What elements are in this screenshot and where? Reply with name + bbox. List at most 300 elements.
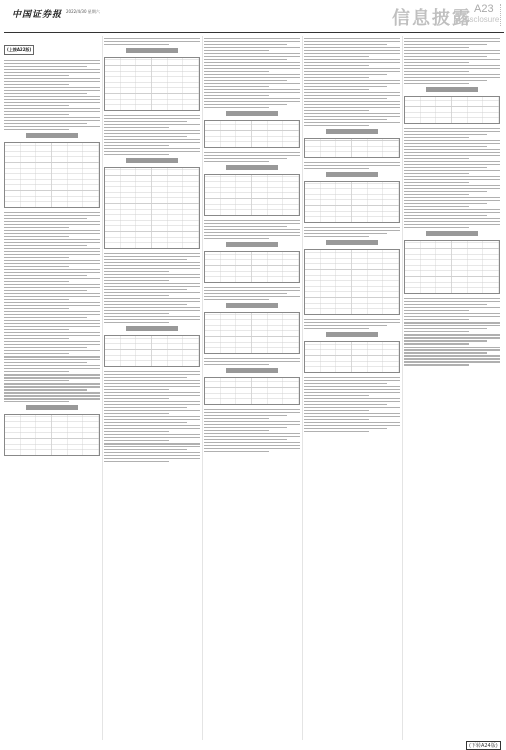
text-line	[4, 335, 100, 336]
text-line	[4, 123, 87, 124]
text-line	[304, 95, 400, 96]
table-caption	[426, 87, 479, 92]
text-line	[404, 134, 487, 135]
text-line	[404, 77, 500, 78]
text-line	[104, 461, 169, 462]
text-paragraph	[104, 130, 200, 146]
column-4	[304, 36, 400, 740]
text-line	[404, 218, 500, 219]
text-line	[304, 325, 387, 326]
text-line	[4, 87, 100, 88]
text-line	[4, 75, 69, 76]
text-line	[4, 114, 69, 115]
data-table	[204, 120, 300, 148]
text-line	[104, 313, 169, 314]
text-line	[104, 407, 187, 408]
text-line	[304, 47, 400, 48]
text-line	[204, 95, 269, 96]
text-line	[104, 443, 200, 444]
text-line	[304, 122, 400, 123]
text-paragraph	[204, 98, 300, 108]
text-line	[4, 269, 100, 270]
text-line	[404, 194, 469, 195]
text-line	[104, 271, 169, 272]
text-line	[4, 386, 100, 387]
text-line	[404, 358, 500, 359]
text-line	[304, 419, 369, 420]
text-line	[4, 338, 69, 339]
text-line	[304, 407, 400, 408]
text-line	[4, 383, 100, 384]
text-line	[104, 142, 200, 143]
text-line	[404, 224, 500, 225]
text-line	[104, 449, 187, 450]
text-paragraph	[104, 434, 200, 441]
text-line	[304, 395, 369, 396]
table-caption	[26, 405, 79, 410]
text-line	[4, 260, 100, 261]
text-line	[104, 301, 200, 302]
text-line	[4, 317, 87, 318]
text-line	[204, 448, 300, 449]
text-line	[4, 72, 100, 73]
text-line	[404, 179, 500, 180]
text-line	[104, 256, 200, 257]
text-line	[104, 374, 200, 375]
text-line	[4, 105, 69, 106]
text-line	[404, 155, 500, 156]
text-line	[104, 431, 169, 432]
text-paragraph	[104, 115, 200, 128]
text-line	[104, 133, 200, 134]
table-caption	[226, 165, 279, 170]
text-line	[4, 257, 69, 258]
text-line	[4, 236, 69, 237]
text-paragraph	[4, 87, 100, 106]
text-line	[304, 38, 400, 39]
text-line	[304, 53, 400, 54]
text-line	[204, 361, 300, 362]
text-paragraph	[404, 65, 500, 72]
text-line	[204, 451, 269, 452]
text-line	[104, 386, 200, 387]
text-line	[304, 71, 400, 72]
section-title-english: Disclosure	[462, 15, 500, 24]
text-line	[204, 77, 300, 78]
column-1	[4, 36, 100, 740]
column-5	[404, 36, 500, 740]
text-paragraph	[304, 422, 400, 432]
text-paragraph	[4, 108, 100, 115]
text-line	[4, 320, 100, 321]
text-line	[404, 328, 487, 329]
text-line	[304, 68, 400, 69]
text-line	[4, 215, 100, 216]
text-line	[204, 232, 300, 233]
text-line	[4, 227, 69, 228]
text-line	[204, 80, 287, 81]
text-line	[404, 143, 500, 144]
text-line	[4, 251, 100, 252]
text-line	[104, 437, 200, 438]
text-line	[4, 239, 100, 240]
text-line	[104, 310, 200, 311]
text-line	[104, 319, 200, 320]
text-line	[304, 168, 369, 169]
text-line	[404, 215, 487, 216]
text-line	[304, 50, 400, 51]
text-paragraph	[404, 334, 500, 344]
masthead	[0, 0, 506, 29]
text-line	[304, 110, 369, 111]
text-paragraph	[404, 176, 500, 183]
text-paragraph	[104, 416, 200, 432]
text-line	[104, 295, 169, 296]
text-paragraph	[4, 332, 100, 339]
text-line	[104, 371, 200, 372]
text-line	[4, 212, 100, 213]
data-table	[204, 251, 300, 283]
text-paragraph	[104, 392, 200, 399]
text-line	[404, 80, 487, 81]
text-paragraph	[404, 347, 500, 366]
text-line	[104, 274, 200, 275]
text-line	[404, 47, 469, 48]
text-line	[304, 125, 369, 126]
text-line	[404, 361, 500, 362]
text-line	[404, 53, 500, 54]
text-line	[104, 268, 200, 269]
text-paragraph	[4, 302, 100, 309]
text-line	[304, 86, 387, 87]
text-line	[404, 209, 500, 210]
text-line	[204, 364, 269, 365]
text-line	[304, 41, 400, 42]
text-line	[204, 223, 300, 224]
text-line	[104, 253, 200, 254]
text-line	[404, 41, 500, 42]
text-line	[304, 416, 400, 417]
table-caption	[126, 48, 179, 53]
text-line	[404, 313, 500, 314]
text-line	[304, 392, 400, 393]
text-line	[404, 364, 469, 365]
text-line	[204, 74, 300, 75]
text-line	[404, 65, 500, 66]
text-line	[4, 272, 100, 273]
table-caption	[326, 129, 379, 134]
text-line	[404, 212, 500, 213]
text-line	[304, 74, 387, 75]
text-line	[404, 161, 500, 162]
text-line	[304, 62, 400, 63]
text-line	[204, 71, 269, 72]
text-line	[204, 41, 300, 42]
data-table	[104, 335, 200, 367]
text-line	[304, 162, 400, 163]
text-line	[104, 115, 200, 116]
text-line	[304, 165, 400, 166]
text-line	[404, 38, 500, 39]
text-line	[104, 277, 200, 278]
text-paragraph	[4, 341, 100, 354]
text-paragraph	[204, 220, 300, 239]
text-line	[404, 319, 469, 320]
text-line	[204, 235, 300, 236]
data-table	[404, 240, 500, 294]
text-paragraph	[104, 253, 200, 272]
text-line	[304, 389, 400, 390]
text-line	[204, 296, 300, 297]
table-caption	[26, 133, 79, 138]
text-line	[4, 329, 69, 330]
text-line	[304, 227, 400, 228]
text-line	[104, 419, 200, 420]
text-paragraph	[404, 74, 500, 84]
text-line	[404, 197, 500, 198]
text-line	[204, 358, 300, 359]
text-line	[4, 99, 100, 100]
text-line	[4, 126, 100, 127]
text-line	[204, 430, 269, 431]
text-line	[304, 98, 387, 99]
text-paragraph	[404, 197, 500, 207]
text-line	[4, 377, 100, 378]
text-line	[4, 344, 100, 345]
text-line	[304, 377, 400, 378]
text-line	[204, 68, 300, 69]
text-line	[404, 334, 500, 335]
text-line	[404, 221, 500, 222]
text-line	[304, 404, 387, 405]
text-line	[404, 191, 487, 192]
text-line	[404, 50, 500, 51]
text-paragraph	[204, 409, 300, 419]
text-line	[104, 298, 200, 299]
text-paragraph	[404, 313, 500, 320]
text-line	[104, 286, 200, 287]
text-paragraph	[204, 421, 300, 431]
text-line	[4, 341, 100, 342]
text-line	[304, 319, 400, 320]
text-paragraph	[4, 374, 100, 381]
text-line	[104, 413, 169, 414]
text-paragraph	[304, 319, 400, 329]
text-line	[404, 158, 469, 159]
text-line	[404, 137, 469, 138]
text-paragraph	[4, 239, 100, 258]
text-line	[104, 145, 169, 146]
text-paragraph	[304, 413, 400, 420]
text-line	[104, 389, 169, 390]
text-line	[4, 230, 100, 231]
text-line	[404, 352, 487, 353]
data-table	[304, 138, 400, 158]
text-paragraph	[304, 377, 400, 396]
text-line	[4, 254, 100, 255]
text-line	[204, 47, 300, 48]
text-line	[204, 293, 287, 294]
text-line	[104, 151, 200, 152]
text-line	[4, 368, 100, 369]
text-paragraph	[404, 140, 500, 159]
text-line	[304, 89, 369, 90]
text-line	[204, 53, 300, 54]
text-line	[104, 124, 200, 125]
text-paragraph	[304, 80, 400, 90]
text-line	[204, 86, 269, 87]
text-line	[404, 325, 500, 326]
text-paragraph	[404, 185, 500, 195]
data-table	[404, 96, 500, 124]
table-caption	[126, 326, 179, 331]
data-table	[104, 57, 200, 111]
text-line	[304, 80, 400, 81]
text-line	[104, 410, 200, 411]
text-line	[204, 415, 287, 416]
text-line	[204, 442, 300, 443]
text-paragraph	[204, 152, 300, 162]
table-caption	[226, 242, 279, 247]
text-line	[4, 117, 100, 118]
column-2	[104, 36, 200, 740]
text-line	[104, 38, 200, 39]
text-line	[204, 104, 287, 105]
text-line	[304, 236, 369, 237]
table-caption	[426, 231, 479, 236]
column-3	[204, 36, 300, 740]
text-line	[4, 365, 100, 366]
text-paragraph	[4, 230, 100, 237]
text-paragraph	[104, 316, 200, 323]
text-paragraph	[204, 89, 300, 96]
text-paragraph	[304, 59, 400, 66]
text-line	[4, 66, 87, 67]
text-line	[4, 102, 100, 103]
text-line	[4, 308, 69, 309]
text-line	[204, 412, 300, 413]
text-paragraph	[204, 358, 300, 365]
text-line	[404, 301, 500, 302]
text-line	[204, 409, 300, 410]
text-line	[4, 233, 100, 234]
text-line	[104, 154, 169, 155]
text-line	[104, 380, 200, 381]
text-line	[404, 316, 500, 317]
text-line	[4, 374, 100, 375]
text-line	[304, 83, 400, 84]
text-line	[304, 101, 400, 102]
text-line	[404, 44, 487, 45]
text-line	[404, 176, 500, 177]
text-line	[4, 314, 100, 315]
text-line	[104, 262, 200, 263]
text-paragraph	[4, 60, 100, 76]
text-line	[304, 380, 400, 381]
text-paragraph	[4, 78, 100, 85]
text-paragraph	[204, 287, 300, 300]
text-line	[404, 146, 487, 147]
text-paragraph	[104, 371, 200, 390]
text-line	[204, 56, 300, 57]
text-line	[4, 326, 100, 327]
text-line	[204, 152, 300, 153]
decorative-corner-icon	[500, 4, 506, 26]
text-line	[404, 200, 500, 201]
data-table	[304, 249, 400, 315]
text-line	[4, 221, 100, 222]
text-line	[204, 92, 300, 93]
text-line	[204, 62, 300, 63]
text-line	[104, 289, 187, 290]
text-line	[204, 229, 300, 230]
text-line	[4, 218, 87, 219]
text-line	[4, 90, 100, 91]
text-line	[304, 107, 400, 108]
text-paragraph	[104, 283, 200, 296]
header-rule	[4, 32, 504, 33]
text-line	[4, 302, 100, 303]
text-line	[204, 436, 300, 437]
text-paragraph	[304, 92, 400, 111]
text-line	[104, 136, 187, 137]
text-line	[4, 371, 69, 372]
table-caption	[326, 332, 379, 337]
text-line	[4, 266, 69, 267]
table-caption	[126, 158, 179, 163]
text-line	[4, 287, 100, 288]
text-line	[104, 434, 200, 435]
text-line	[304, 431, 369, 432]
text-paragraph	[4, 269, 100, 282]
text-line	[204, 427, 287, 428]
section-title: 信息披露	[392, 8, 472, 29]
text-paragraph	[304, 227, 400, 237]
text-line	[4, 108, 100, 109]
column-divider	[302, 36, 303, 740]
text-paragraph	[404, 50, 500, 63]
data-table	[204, 174, 300, 216]
text-paragraph	[4, 311, 100, 330]
text-line	[4, 96, 100, 97]
text-line	[404, 170, 500, 171]
text-line	[404, 349, 500, 350]
text-line	[404, 343, 469, 344]
text-line	[404, 83, 469, 84]
text-line	[4, 362, 87, 363]
text-paragraph	[404, 161, 500, 174]
text-line	[304, 113, 400, 114]
text-line	[204, 287, 300, 288]
text-paragraph	[104, 148, 200, 155]
text-line	[304, 65, 369, 66]
text-line	[104, 283, 200, 284]
data-table	[304, 181, 400, 223]
text-line	[4, 129, 69, 130]
text-line	[204, 155, 300, 156]
text-line	[104, 127, 169, 128]
text-line	[4, 278, 100, 279]
text-line	[4, 356, 100, 357]
text-line	[404, 337, 500, 338]
text-line	[404, 62, 469, 63]
text-paragraph	[404, 298, 500, 311]
text-line	[304, 410, 369, 411]
text-line	[304, 230, 400, 231]
text-line	[4, 401, 69, 402]
text-line	[104, 416, 200, 417]
text-line	[4, 359, 100, 360]
